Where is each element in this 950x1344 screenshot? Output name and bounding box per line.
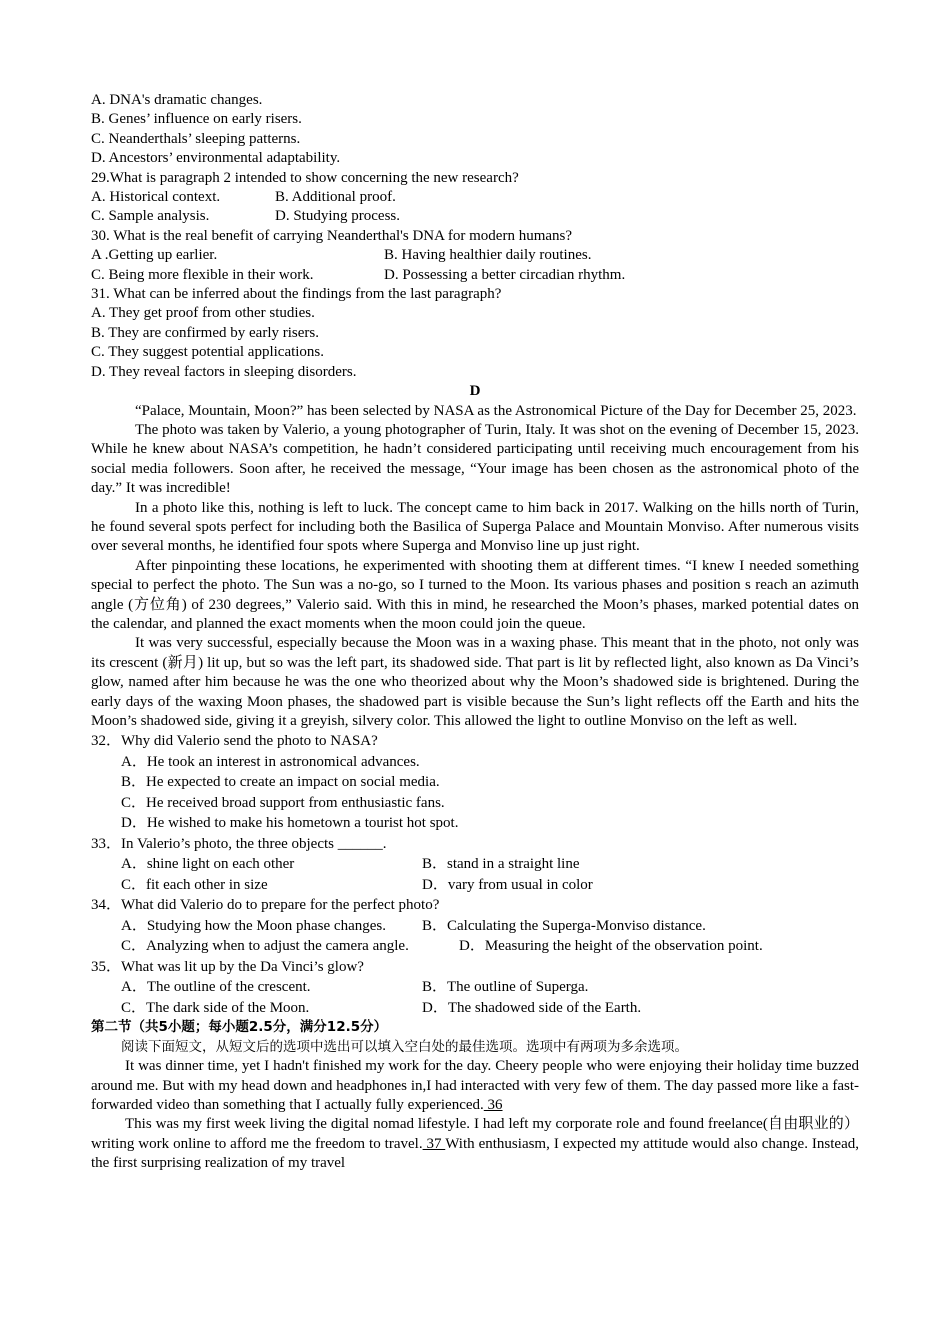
section-paragraph-1: [91, 1057, 859, 1115]
question-30: [91, 227, 859, 285]
option-c: C. They suggest potential applications.: [91, 344, 325, 361]
paragraph-text: This was my first week living the digital nomad lifestyle. I had left my corporate role and found freelance(自由职业的）writing work online to afford me the freedom to travel.: [91, 1116, 859, 1152]
question-29: [91, 169, 859, 227]
exam-page: [91, 91, 859, 1174]
option-c: C．The dark side of the Moon.: [121, 999, 310, 1016]
option-b: B. Having healthier daily routines.: [384, 247, 592, 264]
option-b: B．He expected to create an impact on social media.: [121, 774, 440, 791]
option-c: C．Analyzing when to adjust the camera angle.: [121, 938, 409, 955]
question-33: [91, 834, 859, 896]
question-stem: 31. What can be inferred about the findings from the last paragraph?: [91, 286, 502, 303]
option-a: A．He took an interest in astronomical advances.: [121, 753, 420, 770]
question-28-options: [91, 91, 859, 169]
option-c: C. Neanderthals’ sleeping patterns.: [91, 130, 301, 147]
paragraph-3: In a photo like this, nothing is left to luck. The concept came to him back in 2017. Walking on the hills north of Turin, he found several spots perfect for including both the Basilica of Superga Palace and Mountain Monviso. After numerous visits over several months, he identified four spots where Superga and Monviso line up just right.: [91, 499, 859, 555]
question-stem: 30. What is the real benefit of carrying Neanderthal's DNA for modern humans?: [91, 227, 573, 244]
option-d: D. Ancestors’ environmental adaptability.: [91, 150, 341, 167]
option-d: D．vary from usual in color: [422, 876, 593, 893]
question-31: [91, 285, 859, 382]
option-b: B．The outline of Superga.: [422, 979, 589, 996]
paragraph-1: “Palace, Mountain, Moon?” has been selected by NASA as the Astronomical Picture of the Day for December 25, 2023.: [135, 402, 857, 419]
option-d: D．He wished to make his hometown a tourist hot spot.: [121, 815, 459, 832]
question-stem: 33．In Valerio’s photo, the three objects ______.: [91, 835, 387, 852]
blank-36: 36: [483, 1097, 503, 1114]
section-heading: 第二节（共5小题；每小题2.5分，满分12.5分）: [91, 1019, 388, 1036]
section-2: [91, 1018, 859, 1173]
blank-37: 37: [422, 1135, 446, 1152]
option-b: B．stand in a straight line: [422, 856, 580, 873]
option-d: D. Possessing a better circadian rhythm.: [384, 266, 626, 283]
section-instruction: 阅读下面短文，从短文后的选项中选出可以填入空白处的最佳选项。选项中有两项为多余选项。: [121, 1038, 688, 1055]
option-b: B. Additional proof.: [275, 189, 396, 206]
option-c: C. Sample analysis.: [91, 208, 210, 225]
option-b: B. Genes’ influence on early risers.: [91, 111, 302, 128]
option-a: A．shine light on each other: [121, 856, 295, 873]
question-32: [91, 731, 859, 834]
option-a: A. They get proof from other studies.: [91, 305, 315, 322]
option-d: D. Studying process.: [275, 208, 400, 225]
paragraph-text-continued: With enthusiasm, I expected my attitude would also change. Instead, the first surprising realization of my travel: [91, 1135, 859, 1172]
paragraph-5: It was very successful, especially because the Moon was in a waxing phase. This meant that in the photo, not only was its crescent (新月) lit up, but so was the left part, its shadowed side. That part is lit by reflected light, also known as Da Vinci’s glow, named after him because he was the one who theorized about why the Moon’s shadowed side is brightened. During the early days of the waxing Moon phases, the shadowed part is visible because the Sun’s light reflects off the Earth and hits the Moon’s shadowed side, giving it a greyish, silvery color. This allowed the light to outline Monviso on the left as well.: [91, 635, 859, 729]
paragraph-text: It was dinner time, yet I hadn't finished my work for the day. Cheery people who were enjoying their holiday time buzzed around me. But with my head down and headphones in,I had interacted with very few of them. The day passed more like a fast-forwarded video than something that I actually fully experienced.: [91, 1058, 859, 1114]
option-c: C．fit each other in size: [121, 876, 268, 893]
option-d: D. They reveal factors in sleeping disorders.: [91, 363, 357, 380]
option-c: C. Being more flexible in their work.: [91, 266, 314, 283]
passage-d: [91, 382, 859, 731]
question-stem: 34．What did Valerio do to prepare for the perfect photo?: [91, 897, 440, 914]
question-stem: 29.What is paragraph 2 intended to show concerning the new research?: [91, 169, 519, 186]
paragraph-2: The photo was taken by Valerio, a young photographer of Turin, Italy. It was shot on the evening of December 15, 2023. While he knew about NASA’s competition, he hadn’t considered participating until receiving much encouragement from his social media followers. Soon after, he received the message, “Your image has been chosen as the astronomical photo of the day.” It was incredible!: [91, 421, 859, 497]
paragraph-4: After pinpointing these locations, he experimented with shooting them at different times. “I knew I needed something special to perfect the photo. The Sun was a no-go, so I turned to the Moon. Its various phases and position s reach an azimuth angle (方位角) of 230 degrees,” Valerio said. With this in mind, he researched the Moon’s phases, marked potential dates on the calendar, and planned the exact moments when the moon could join the queue.: [91, 557, 859, 632]
option-c: C．He received broad support from enthusiastic fans.: [121, 794, 445, 811]
option-d: D．Measuring the height of the observation point.: [459, 938, 763, 955]
option-b: B．Calculating the Superga-Monviso distance.: [422, 917, 706, 934]
option-a: A．The outline of the crescent.: [121, 979, 311, 996]
question-34: [91, 895, 859, 957]
question-stem: 35．What was lit up by the Da Vinci’s glow?: [91, 958, 364, 975]
section-paragraph-2: [91, 1115, 859, 1173]
question-35: [91, 957, 859, 1019]
option-d: D．The shadowed side of the Earth.: [422, 999, 642, 1016]
option-a: A. Historical context.: [91, 189, 221, 206]
passage-heading: D: [469, 383, 481, 400]
option-a: A .Getting up earlier.: [91, 247, 218, 264]
option-a: A．Studying how the Moon phase changes.: [121, 917, 386, 934]
question-stem: 32．Why did Valerio send the photo to NASA?: [91, 733, 378, 750]
option-b: B. They are confirmed by early risers.: [91, 324, 319, 341]
option-a: A. DNA's dramatic changes.: [91, 92, 263, 108]
